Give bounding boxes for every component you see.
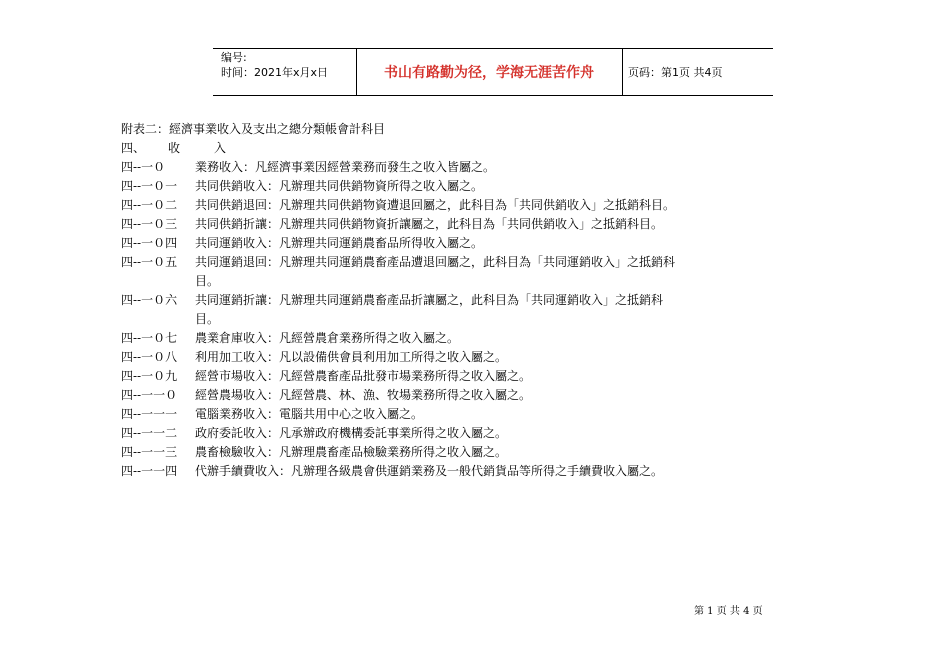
account-code: 四--一０七 — [121, 331, 178, 345]
account-code: 四--一０六 — [121, 293, 178, 307]
account-code: 四--一０四 — [121, 236, 178, 250]
account-code: 四--一０八 — [121, 350, 178, 364]
account-code: 四--一一四 — [121, 464, 178, 478]
account-code: 四--一一三 — [121, 445, 178, 459]
header-meta — [221, 50, 353, 80]
header-bottom-rule — [213, 95, 773, 96]
account-code: 四--一０ — [121, 160, 166, 174]
account-entry — [121, 462, 681, 481]
account-code: 四--一０三 — [121, 217, 178, 231]
account-entry — [121, 367, 681, 386]
account-description: 共同供銷退回：凡辦理共同供銷物資遭退回屬之，此科目為「共同供銷收入」之抵銷科目。 — [195, 198, 676, 212]
header-page-info: 页码：第1页 共4页 — [628, 65, 723, 79]
account-description: 共同運銷退回：凡辦理共同運銷農畜產品遭退回屬之，此科目為「共同運銷收入」之抵銷科目。 — [195, 255, 676, 288]
account-entry — [121, 234, 681, 253]
account-entry — [121, 386, 681, 405]
account-description: 共同運銷收入：凡辦理共同運銷農畜品所得收入屬之。 — [195, 236, 484, 250]
section-title-char: 入 — [214, 141, 227, 155]
account-description: 政府委託收入：凡承辦政府機構委託事業所得之收入屬之。 — [195, 426, 508, 440]
header-motto: 书山有路勤为径，学海无涯苦作舟 — [384, 64, 594, 81]
account-entry — [121, 253, 681, 291]
document-body — [121, 120, 681, 481]
account-entry — [121, 348, 681, 367]
page-footer: 第 1 页 共 4 页 — [694, 606, 763, 617]
document-time: 时间：2021年x月x日 — [221, 66, 329, 79]
account-code: 四--一０九 — [121, 369, 178, 383]
account-entry — [121, 424, 681, 443]
account-description: 經營農場收入：凡經營農、林、漁、牧場業務所得之收入屬之。 — [195, 388, 532, 402]
account-description: 共同供銷折讓：凡辦理共同供銷物資折讓屬之，此科目為「共同供銷收入」之抵銷科目。 — [195, 217, 664, 231]
section-title-char: 收 — [168, 141, 181, 155]
account-description: 代辦手續費收入：凡辦理各級農會供運銷業務及一般代銷貨品等所得之手續費收入屬之。 — [195, 464, 664, 478]
account-description: 共同運銷折讓：凡辦理共同運銷農畜產品折讓屬之，此科目為「共同運銷收入」之抵銷科目。 — [195, 293, 664, 326]
account-description: 電腦業務收入：電腦共用中心之收入屬之。 — [195, 407, 424, 421]
account-code: 四--一一０ — [121, 388, 178, 402]
account-entry — [121, 158, 681, 177]
account-description: 農業倉庫收入：凡經營農倉業務所得之收入屬之。 — [195, 331, 460, 345]
account-description: 利用加工收入：凡以設備供會員利用加工所得之收入屬之。 — [195, 350, 508, 364]
section-number: 四、 — [121, 141, 146, 155]
account-code: 四--一０一 — [121, 179, 178, 193]
account-code: 四--一一二 — [121, 426, 178, 440]
account-code: 四--一０五 — [121, 255, 178, 269]
account-entry — [121, 215, 681, 234]
account-description: 共同供銷收入：凡辦理共同供銷物資所得之收入屬之。 — [195, 179, 484, 193]
account-entry — [121, 291, 681, 329]
document-title: 附表二：經濟事業收入及支出之總分類帳會計科目 — [121, 122, 386, 136]
account-description: 經營市場收入：凡經營農畜產品批發市場業務所得之收入屬之。 — [195, 369, 532, 383]
account-code: 四--一一一 — [121, 407, 178, 421]
account-entry — [121, 405, 681, 424]
section-heading — [121, 139, 681, 158]
account-entry — [121, 329, 681, 348]
account-code: 四--一０二 — [121, 198, 178, 212]
document-number-label: 编号: — [221, 51, 247, 64]
account-entry — [121, 177, 681, 196]
account-description: 農畜檢驗收入：凡辦理農畜產品檢驗業務所得之收入屬之。 — [195, 445, 508, 459]
account-description: 業務收入：凡經濟事業因經營業務而發生之收入皆屬之。 — [195, 160, 496, 174]
account-entry — [121, 196, 681, 215]
header-divider — [622, 48, 623, 95]
account-entry — [121, 443, 681, 462]
